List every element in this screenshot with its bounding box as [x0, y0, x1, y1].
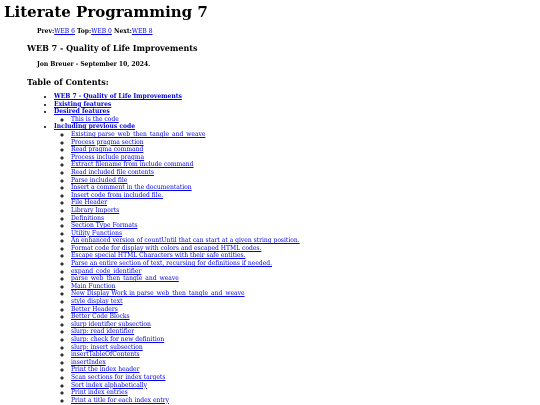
toc-sublink[interactable]: Process include pragma — [71, 153, 145, 161]
toc-heading: Table of Contents: — [27, 77, 109, 87]
toc-sublink[interactable]: slurp: insert subsection — [71, 343, 143, 351]
toc-sublink[interactable]: Parse included file — [71, 176, 128, 184]
toc-sublink[interactable]: Utility Functions — [71, 229, 123, 237]
prev-link[interactable]: WEB 6 — [54, 28, 75, 35]
toc-sublink[interactable]: Library Imports — [71, 206, 120, 214]
toc-subitem — [71, 306, 534, 314]
toc-subitem — [71, 374, 534, 382]
toc-sublist — [54, 131, 534, 404]
toc-subitem — [71, 313, 534, 321]
toc-sublink[interactable]: parse_web_then_tangle_and_weave — [71, 275, 179, 283]
toc-link[interactable]: Existing features — [54, 100, 112, 108]
toc-subitem — [71, 169, 534, 177]
toc-subitem — [71, 351, 534, 359]
toc-subitem — [71, 328, 534, 336]
toc-link[interactable]: Desired features — [54, 108, 110, 116]
prev-label: Prev: — [37, 28, 55, 35]
toc-subitem — [71, 260, 534, 268]
toc-subitem — [71, 116, 534, 124]
toc-sublink[interactable]: An enhanced version of countUntil that can start at a given string position. — [71, 237, 300, 245]
toc-sublink[interactable]: Print index entries — [71, 389, 128, 397]
toc-sublink[interactable]: Insert code from included file. — [71, 191, 164, 199]
toc-sublink[interactable]: Better Code Blocks — [71, 313, 130, 321]
next-link[interactable]: WEB 8 — [131, 28, 153, 35]
toc-subitem — [71, 344, 534, 352]
toc-subitem — [71, 275, 534, 283]
toc-subitem — [71, 359, 534, 367]
toc-subitem — [71, 215, 534, 223]
next-label: Next: — [113, 28, 132, 35]
toc-sublink[interactable]: Read pragma command — [71, 146, 144, 154]
toc-subitem — [71, 146, 534, 154]
toc-subitem — [71, 321, 534, 329]
toc-sublink[interactable]: Sort index alphabetically — [71, 381, 148, 389]
toc-subitem — [71, 192, 534, 200]
top-label: Top: — [76, 28, 92, 35]
toc-sublink[interactable]: Existing parse_web_then_tangle_and_weave — [71, 130, 206, 138]
toc-sublink[interactable]: style display text — [71, 298, 123, 306]
toc-link[interactable]: Including previous code — [54, 123, 136, 131]
toc-sublist — [54, 116, 534, 124]
toc-subitem — [71, 283, 534, 291]
toc-subitem — [71, 177, 534, 185]
toc-sublink[interactable]: Scan sections for index targets — [71, 373, 166, 381]
toc-sublink[interactable]: Read included file contents — [71, 168, 154, 176]
toc-subitem — [71, 366, 534, 374]
toc-sublink[interactable]: slurp: check for new definition — [71, 336, 165, 343]
toc-sublink[interactable]: Print a title for each index entry — [71, 396, 170, 404]
toc-subitem — [71, 207, 534, 215]
author-byline: Jon Breuer - September 10, 2024. — [37, 61, 151, 68]
toc-subitem — [71, 222, 534, 230]
toc-subitem — [71, 154, 534, 162]
toc-item — [54, 108, 534, 123]
toc-item — [54, 123, 534, 404]
article-subtitle: WEB 7 - Quality of Life Improvements — [27, 43, 198, 53]
toc-sublink[interactable]: File Header — [71, 199, 108, 207]
toc-sublink[interactable]: This is the code — [71, 115, 119, 123]
toc-sublink[interactable]: Insert a comment in the documentation — [71, 184, 192, 192]
toc-subitem — [71, 139, 534, 147]
toc-sublink[interactable]: insertIndex — [71, 358, 106, 366]
toc-sublink[interactable]: Section Type Formats — [71, 222, 138, 230]
navigation-bar — [37, 28, 153, 35]
toc-sublink[interactable]: Extract filename from include command — [71, 161, 194, 169]
toc-subitem — [71, 252, 534, 260]
toc-sublink[interactable]: expand_code_identifier — [71, 267, 142, 275]
toc-subitem — [71, 230, 534, 238]
toc-subitem — [71, 290, 534, 298]
toc-subitem — [71, 268, 534, 276]
toc-item — [54, 101, 534, 109]
toc-subitem — [71, 184, 534, 192]
toc-sublink[interactable]: Main Function — [71, 282, 116, 290]
toc-sublink[interactable]: Process pragma section — [71, 138, 144, 146]
toc-sublink[interactable]: Parse an entire section of text, recursing for definitions if needed. — [71, 260, 273, 268]
toc-sublink[interactable]: Better Headers — [71, 305, 118, 313]
toc-sublink[interactable]: Definitions — [71, 214, 105, 222]
toc-item — [54, 93, 534, 101]
toc-subitem — [71, 389, 534, 397]
page-title: Literate Programming 7 — [4, 3, 208, 21]
toc-sublink[interactable]: New Display Work in parse_web_then_tangle_and_weave — [71, 290, 245, 298]
toc-subitem — [71, 131, 534, 139]
toc-sublink[interactable]: Format code for display with colors and escaped HTML codes. — [71, 244, 262, 252]
toc-sublink[interactable]: slurp identifier subsection — [71, 320, 151, 328]
toc-sublink[interactable]: Print the index header — [71, 366, 140, 374]
table-of-contents — [54, 93, 534, 404]
toc-subitem — [71, 161, 534, 169]
toc-subitem — [71, 382, 534, 390]
toc-subitem — [71, 336, 534, 344]
toc-link[interactable]: WEB 7 - Quality of Life Improvements — [54, 93, 182, 100]
toc-sublink[interactable]: Escape special HTML Characters with their safe entities. — [71, 252, 246, 260]
toc-subitem — [71, 397, 534, 405]
toc-sublink[interactable]: slurp: read identifier — [71, 328, 135, 336]
toc-subitem — [71, 298, 534, 306]
toc-subitem — [71, 245, 534, 253]
toc-subitem — [71, 199, 534, 207]
top-link[interactable]: WEB 0 — [91, 28, 112, 35]
toc-subitem — [71, 237, 534, 245]
toc-sublink[interactable]: insertTableOfContents — [71, 351, 140, 359]
